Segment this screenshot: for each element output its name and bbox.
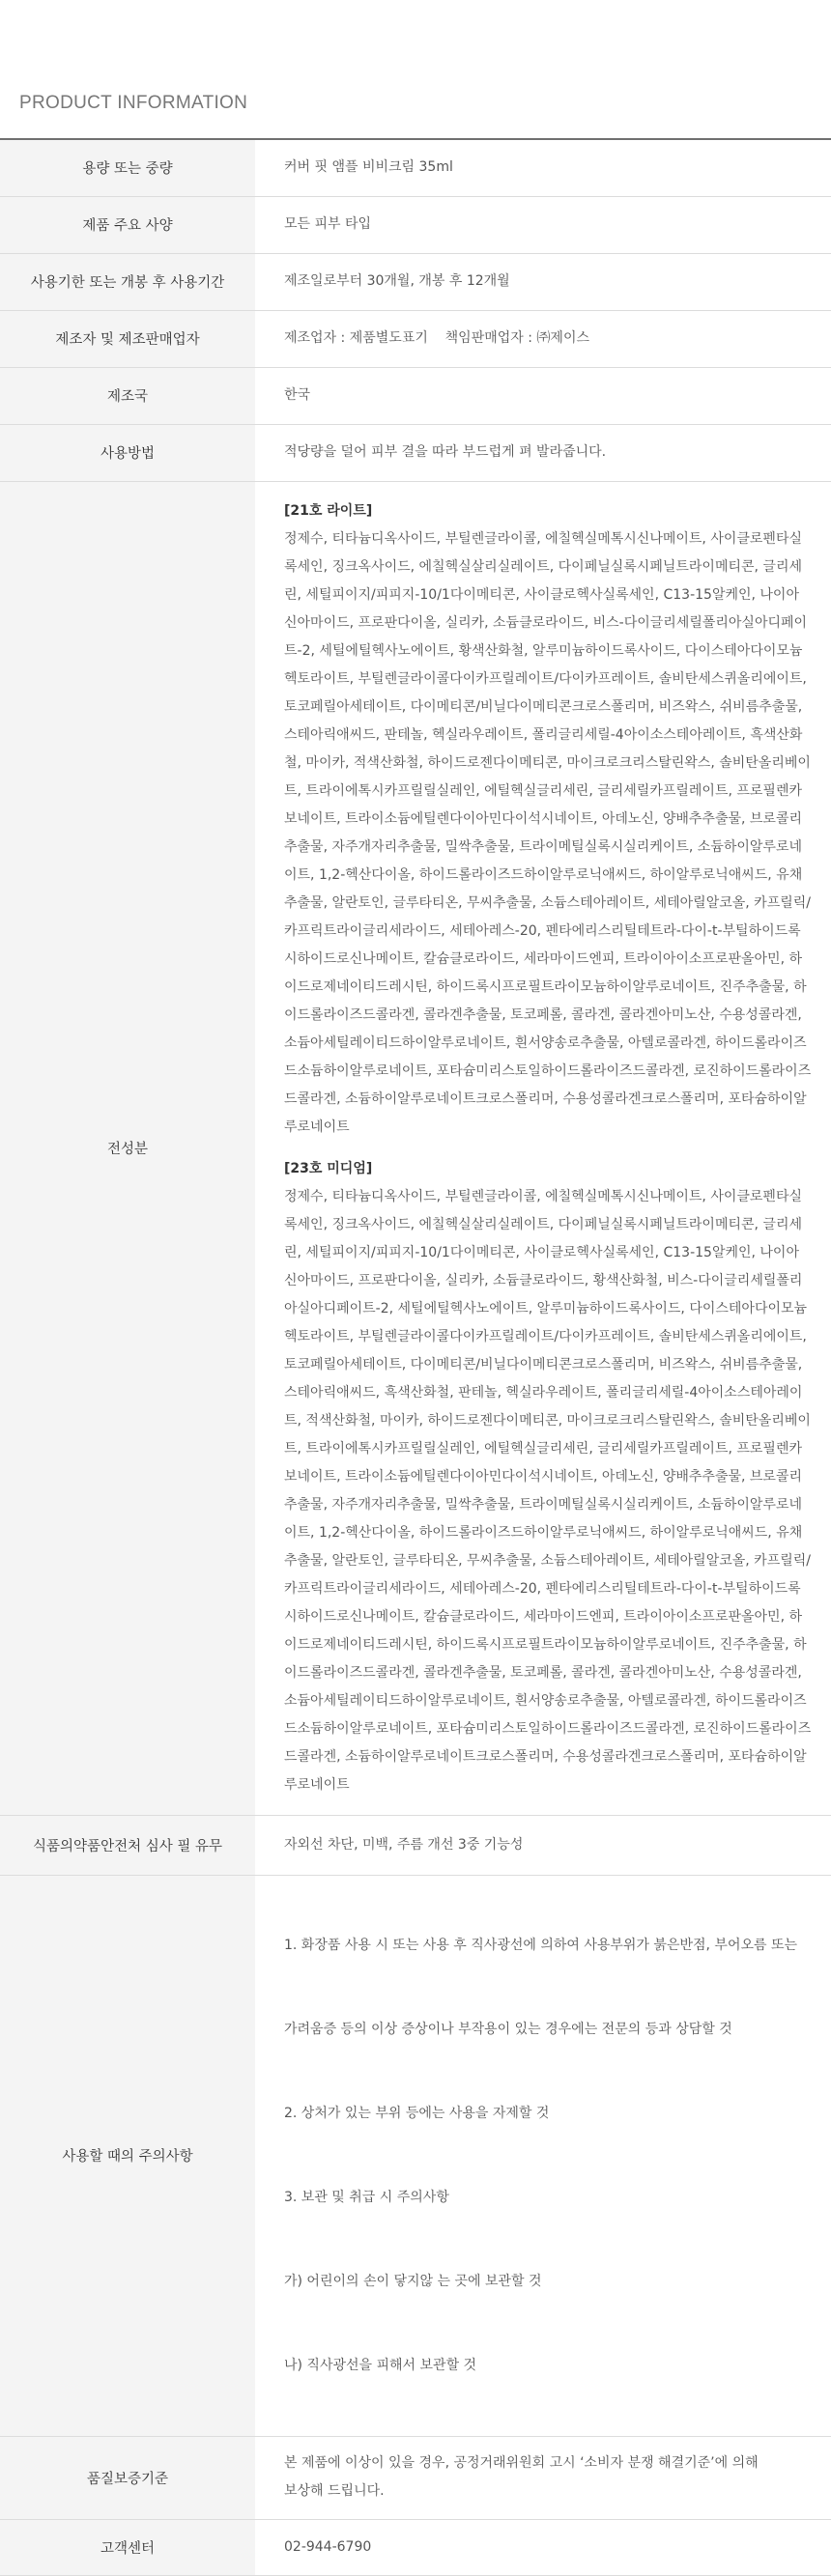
table-row	[0, 253, 831, 310]
ingredients-medium-list: 정제수, 티타늄디옥사이드, 부틸렌글라이콜, 에칠헥실메톡시신나메이트, 사이클로펜타실록세인, 징크옥사이드, 에칠헥실살리실레이트, 다이페닐실록시페닐트라이메티콘, 글리세린, 세틸피이지/피피지-10/1다이메티콘, 사이클로헥사실록세인, C13-15알케인, 나이아신아마이드, 프로판다이올, 실리카, 소듐클로라이드, 황색산화철, 비스-다이글리세릴폴리아실아디페이트-2, 세틸에틸헥사노에이트, 알루미늄하이드록사이드, 다이스테아다이모늄헥토라이트, 부틸렌글라이콜다이카프릴레이트/다이카프레이트, 솔비탄세스퀴올리에이트, 토코페릴아세테이트, 다이메티콘/비닐다이메티콘크로스폴리머, 비즈왁스, 쉬비름추출물, 스테아릭애씨드, 흑색산화철, 판테놀, 헥실라우레이트, 폴리글리세릴-4아이소스테아레이트, 적색산화철, 마이카, 하이드로젠다이메티콘, 마이크로크리스탈린왁스, 솔비탄올리베이트, 트라이에톡시카프릴릴실레인, 에틸헥실글리세린, 글리세릴카프릴레이트, 프로필렌카보네이트, 트라이소듐에틸렌다이아민다이석시네이트, 아데노신, 양배추추출물, 브로콜리추출물, 자주개자리추출물, 밀싹추출물, 트라이메틸실록시실리케이트, 소듐하이알루로네이트, 1,2-헥산다이올, 하이드롤라이즈드하이알루로닉애씨드, 하이알루로닉애씨드, 유채추출물, 알란토인, 글루타티온, 무씨추출물, 소듐스테아레이트, 세테아릴알코올, 카프릴릭/카프릭트라이글리세라이드, 세테아레스-20, 펜타에리스리틸테트라-다이-t-부틸하이드록시하이드로신나메이트, 칼슘클로라이드, 세라마이드엔피, 트라이아이소프로판올아민, 하이드로제네이티드레시틴, 하이드록시프로필트라이모늄하이알루로네이트, 진주추출물, 하이드롤라이즈드콜라겐, 콜라겐추출물, 토코페롤, 콜라겐, 콜라겐아미노산, 수용성콜라겐, 소듐아세틸레이티드하이알루로네이트, 흰서양송로추출물, 아텔로콜라겐, 하이드롤라이즈드소듐하이알루로네이트, 포타슘미리스토일하이드롤라이즈드콜라겐, 로진하이드롤라이즈드콜라겐, 소듐하이알루로네이트크로스폴리머, 수용성콜라겐크로스폴리머, 포타슘하이알루로네이트	[284, 1188, 812, 1793]
row-value-cs: 02-944-6790	[255, 2519, 831, 2575]
table-row	[0, 424, 831, 481]
row-value-usage: 적당량을 덜어 피부 결을 따라 부드럽게 펴 발라줍니다.	[255, 424, 831, 481]
table-row	[0, 1815, 831, 1875]
caution-line: 2. 상처가 있는 부위 등에는 사용을 자제할 것	[284, 2105, 550, 2121]
table-row	[0, 2436, 831, 2519]
row-value-mfds: 자외선 차단, 미백, 주름 개선 3중 기능성	[255, 1815, 831, 1875]
caution-line: 1. 화장품 사용 시 또는 사용 후 직사광선에 의하여 사용부위가 붉은반점, 부어오름 또는	[284, 1937, 798, 1953]
table-row	[0, 2519, 831, 2575]
row-label-quality: 품질보증기준	[0, 2436, 255, 2519]
ingredients-light-title: [21호 라이트]	[284, 502, 373, 519]
row-label-ingredients: 전성분	[0, 481, 255, 1815]
table-row	[0, 481, 831, 1815]
caution-line: 가) 어린이의 손이 닿지않 는 곳에 보관할 것	[284, 2273, 542, 2289]
table-row	[0, 1875, 831, 2436]
row-value-quality	[255, 2436, 831, 2519]
row-label-origin: 제조국	[0, 367, 255, 424]
row-value-spec: 모든 피부 타입	[255, 196, 831, 253]
row-label-mfds: 식품의약품안전처 심사 필 유무	[0, 1815, 255, 1875]
row-label-caution: 사용할 때의 주의사항	[0, 1875, 255, 2436]
row-label-cs: 고객센터	[0, 2519, 255, 2575]
row-label-expiry: 사용기한 또는 개봉 후 사용기간	[0, 253, 255, 310]
row-value-volume: 커버 핏 앰플 비비크림 35ml	[255, 139, 831, 196]
row-value-expiry: 제조일로부터 30개월, 개봉 후 12개월	[255, 253, 831, 310]
row-label-spec: 제품 주요 사양	[0, 196, 255, 253]
ingredients-light-list: 정제수, 티타늄디옥사이드, 부틸렌글라이콜, 에칠헥실메톡시신나메이트, 사이클로펜타실록세인, 징크옥사이드, 에칠헥실살리실레이트, 다이페닐실록시페닐트라이메티콘, 글리세린, 세틸피이지/피피지-10/1다이메티콘, 사이클로헥사실록세인, C13-15알케인, 나이아신아마이드, 프로판다이올, 실리카, 소듐클로라이드, 비스-다이글리세릴폴리아실아디페이트-2, 세틸에틸헥사노에이트, 황색산화철, 알루미늄하이드록사이드, 다이스테아다이모늄헥토라이트, 부틸렌글라이콜다이카프릴레이트/다이카프레이트, 솔비탄세스퀴올리에이트, 토코페릴아세테이트, 다이메티콘/비닐다이메티콘크로스폴리머, 비즈왁스, 쉬비름추출물, 스테아릭애씨드, 판테놀, 헥실라우레이트, 폴리글리세릴-4아이소스테아레이트, 흑색산화철, 마이카, 적색산화철, 하이드로젠다이메티콘, 마이크로크리스탈린왁스, 솔비탄올리베이트, 트라이에톡시카프릴릴실레인, 에틸헥실글리세린, 글리세릴카프릴레이트, 프로필렌카보네이트, 트라이소듐에틸렌다이아민다이석시네이트, 아데노신, 양배추추출물, 브로콜리추출물, 자주개자리추출물, 밀싹추출물, 트라이메틸실록시실리케이트, 소듐하이알루로네이트, 1,2-헥산다이올, 하이드롤라이즈드하이알루로닉애씨드, 하이알루로닉애씨드, 유채추출물, 알란토인, 글루타티온, 무씨추출물, 소듐스테아레이트, 세테아릴알코올, 카프릴릭/카프릭트라이글리세라이드, 세테아레스-20, 펜타에리스리틸테트라-다이-t-부틸하이드록시하이드로신나메이트, 칼슘클로라이드, 세라마이드엔피, 트라이아이소프로판올아민, 하이드로제네이티드레시틴, 하이드록시프로필트라이모늄하이알루로네이트, 진주추출물, 하이드롤라이즈드콜라겐, 콜라겐추출물, 토코페롤, 콜라겐, 콜라겐아미노산, 수용성콜라겐, 소듐아세틸레이티드하이알루로네이트, 흰서양송로추출물, 아텔로콜라겐, 하이드롤라이즈드소듐하이알루로네이트, 포타슘미리스토일하이드롤라이즈드콜라겐, 로진하이드롤라이즈드콜라겐, 소듐하이알루로네이트크로스폴리머, 수용성콜라겐크로스폴리머, 포타슘하이알루로네이트	[284, 530, 812, 1135]
table-row	[0, 139, 831, 196]
table-row	[0, 367, 831, 424]
caution-line: 가려움증 등의 이상 증상이나 부작용이 있는 경우에는 전문의 등과 상담할 것	[284, 2021, 732, 2037]
caution-line: 3. 보관 및 취급 시 주의사항	[284, 2189, 449, 2205]
product-info-table	[0, 138, 831, 2576]
row-value-maker: 제조업자 : 제품별도표기 책임판매업자 : ㈜제이스	[255, 310, 831, 367]
row-label-maker: 제조자 및 제조판매업자	[0, 310, 255, 367]
section-heading: PRODUCT INFORMATION	[19, 93, 248, 113]
row-label-usage: 사용방법	[0, 424, 255, 481]
quality-line: 본 제품에 이상이 있을 경우, 공정거래위원회 고시 ‘소비자 분쟁 해결기준’에 의해	[284, 2455, 759, 2471]
row-label-volume: 용량 또는 중량	[0, 139, 255, 196]
row-value-origin: 한국	[255, 367, 831, 424]
row-value-ingredients	[255, 481, 831, 1815]
caution-line: 나) 직사광선을 피해서 보관할 것	[284, 2357, 477, 2373]
ingredients-medium-title: [23호 미디엄]	[284, 1160, 373, 1176]
table-row	[0, 196, 831, 253]
table-row	[0, 310, 831, 367]
quality-line: 보상해 드립니다.	[284, 2483, 385, 2499]
row-value-caution	[255, 1875, 831, 2436]
